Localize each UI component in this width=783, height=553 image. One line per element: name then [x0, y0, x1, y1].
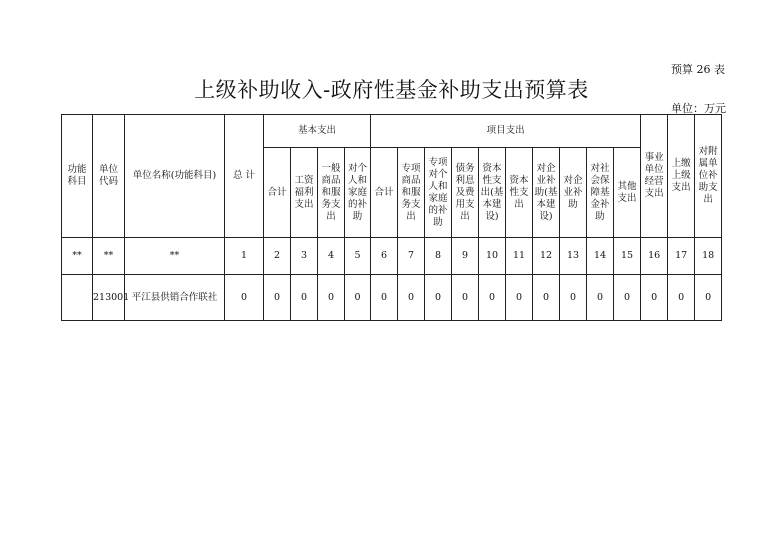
column-number: 14: [587, 238, 614, 275]
column-number: 7: [398, 238, 425, 275]
row-value: 0: [479, 275, 506, 321]
row-value: 0: [560, 275, 587, 321]
column-number: 2: [264, 238, 291, 275]
column-number: 3: [291, 238, 318, 275]
header-basic-subtotal: 合计: [264, 148, 291, 238]
row-unit-code: 213001: [93, 275, 125, 321]
unit-label: 单位：万元: [671, 102, 726, 115]
column-number: 18: [695, 238, 722, 275]
header-unit-name: 单位名称(功能科目): [125, 115, 225, 238]
header-project-expenditure: 项目支出: [371, 115, 641, 148]
column-number: **: [62, 238, 93, 275]
row-func-subject: [62, 275, 93, 321]
row-value: 0: [398, 275, 425, 321]
header-social-security: 对社会保障基金补助: [587, 148, 614, 238]
column-number: 15: [614, 238, 641, 275]
row-value: 0: [587, 275, 614, 321]
row-value: 0: [345, 275, 371, 321]
header-enterprise: 对企业补助: [560, 148, 587, 238]
row-value: 0: [668, 275, 695, 321]
column-number: **: [93, 238, 125, 275]
row-value: 0: [506, 275, 533, 321]
form-number: 预算 26 表: [671, 63, 725, 76]
column-number: 1: [225, 238, 264, 275]
column-number: 6: [371, 238, 398, 275]
header-func-subject: 功能科目: [62, 115, 93, 238]
header-capital: 资本性支出: [506, 148, 533, 238]
header-other: 其他支出: [614, 148, 641, 238]
row-value: 0: [614, 275, 641, 321]
header-personal-subsidy: 对个人和家庭的补助: [345, 148, 371, 238]
column-number-row: [62, 238, 722, 275]
header-affiliated-subsidy: 对附属单位补助支出: [695, 115, 722, 238]
column-number: 8: [425, 238, 452, 275]
header-capital-infra: 资本性支出(基本建设): [479, 148, 506, 238]
row-value: 0: [371, 275, 398, 321]
header-remit-superior: 上缴上级支出: [668, 115, 695, 238]
header-basic-expenditure: 基本支出: [264, 115, 371, 148]
column-number: 4: [318, 238, 345, 275]
row-value: 0: [695, 275, 722, 321]
column-number: 10: [479, 238, 506, 275]
header-goods-services: 一般商品和服务支出: [318, 148, 345, 238]
table-row: [62, 275, 722, 321]
header-special-goods: 专项商品和服务支出: [398, 148, 425, 238]
column-number: 9: [452, 238, 479, 275]
row-unit-name: 平江县供销合作联社: [125, 275, 225, 321]
column-number: **: [125, 238, 225, 275]
budget-table: [61, 114, 722, 321]
column-number: 11: [506, 238, 533, 275]
header-special-personal: 专项对个人和家庭的补助: [425, 148, 452, 238]
row-value: 0: [641, 275, 668, 321]
header-unit-code: 单位代码: [93, 115, 125, 238]
row-value: 0: [318, 275, 345, 321]
header-wages: 工资福利支出: [291, 148, 318, 238]
row-value: 0: [425, 275, 452, 321]
header-operating-expenditure: 事业单位经营支出: [641, 115, 668, 238]
header-row-groups: [62, 115, 722, 148]
row-value: 0: [452, 275, 479, 321]
column-number: 17: [668, 238, 695, 275]
row-value: 0: [264, 275, 291, 321]
page-title: 上级补助收入-政府性基金补助支出预算表: [194, 78, 589, 102]
column-number: 16: [641, 238, 668, 275]
header-total: 总 计: [225, 115, 264, 238]
column-number: 12: [533, 238, 560, 275]
column-number: 13: [560, 238, 587, 275]
column-number: 5: [345, 238, 371, 275]
row-value: 0: [291, 275, 318, 321]
header-enterprise-infra: 对企业补助(基本建设): [533, 148, 560, 238]
row-value: 0: [225, 275, 264, 321]
header-project-subtotal: 合计: [371, 148, 398, 238]
row-value: 0: [533, 275, 560, 321]
header-debt-interest: 债务利息及费用支出: [452, 148, 479, 238]
